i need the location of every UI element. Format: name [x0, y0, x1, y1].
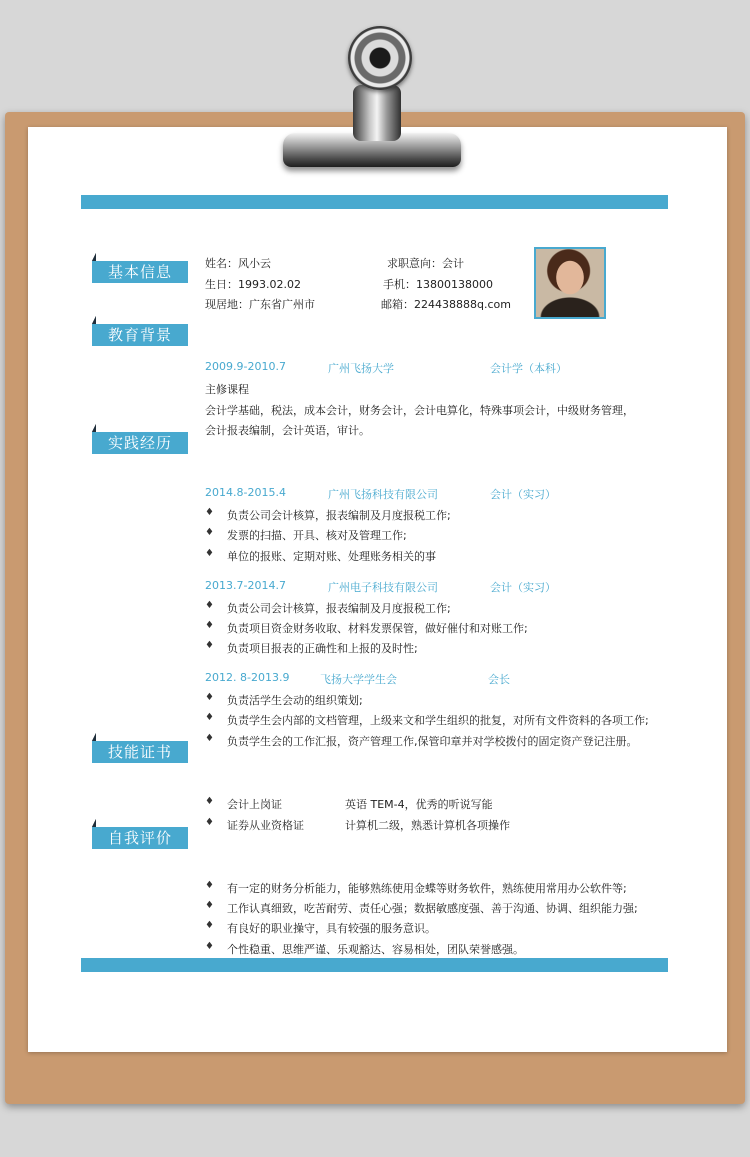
practice-role: 会长 [488, 673, 510, 686]
list-item: ♦ 个性稳重、思维严谨、乐观豁达、容易相处，团队荣誉感强。 [227, 941, 524, 957]
list-item: ♦ 负责项目资金财务收取、材料发票保管，做好催付和对账工作; [227, 620, 528, 636]
intent-text: 求职意向：会计 [387, 257, 464, 270]
phone-text: 手机：13800138000 [383, 278, 493, 291]
practice-org: 广州电子科技有限公司 [328, 581, 438, 594]
top-accent-bar [81, 195, 668, 209]
practice-period: 2014.8-2015.4 [205, 486, 286, 499]
education-period: 2009.9-2010.7 [205, 360, 286, 373]
skill-desc: 计算机二级，熟悉计算机各项操作 [345, 819, 510, 832]
list-item: ♦ 负责活学生会动的组织策划; [227, 692, 363, 708]
list-item: ♦ 有良好的职业操守，具有较强的服务意识。 [227, 920, 436, 936]
section-heading-education: 教育背景 [92, 324, 188, 346]
education-major: 会计学（本科） [490, 362, 567, 375]
binder-clip-ring-icon [348, 26, 412, 90]
skill-desc: 英语 TEM-4，优秀的听说写能 [345, 798, 493, 811]
list-item: ♦ 发票的扫描、开具、核对及管理工作; [227, 527, 407, 543]
birth-text: 生日：1993.02.02 [205, 278, 301, 291]
section-heading-basic: 基本信息 [92, 261, 188, 283]
list-item: ♦ 负责公司会计核算，报表编制及月度报税工作; [227, 507, 451, 523]
list-item: ♦ 负责学生会的工作汇报，资产管理工作,保管印章并对学校拨付的固定资产登记注册。 [227, 733, 638, 749]
section-heading-evaluation: 自我评价 [92, 827, 188, 849]
list-item: ♦ 有一定的财务分析能力，能够熟练使用金蝶等财务软件，熟练使用常用办公软件等; [227, 880, 627, 896]
practice-role: 会计（实习） [490, 488, 556, 501]
practice-role: 会计（实习） [490, 581, 556, 594]
courses-line: 会计学基础，税法，成本会计，财务会计，会计电算化，特殊事项会计，中级财务管理， [205, 404, 634, 417]
email-text: 邮箱：224438888q.com [381, 298, 511, 311]
binder-clip-neck [353, 85, 401, 141]
section-heading-practice: 实践经历 [92, 432, 188, 454]
practice-org: 飞扬大学学生会 [320, 673, 397, 686]
practice-period: 2013.7-2014.7 [205, 579, 286, 592]
list-item: ♦ 工作认真细致，吃苦耐劳、责任心强；数据敏感度强、善于沟通、协调、组织能力强; [227, 900, 638, 916]
list-item: ♦ 负责公司会计核算，报表编制及月度报税工作; [227, 600, 451, 616]
list-item: ♦ 负责项目报表的正确性和上报的及时性; [227, 640, 418, 656]
courses-line: 会计报表编制，会计英语，审计。 [205, 424, 370, 437]
profile-photo [534, 247, 606, 319]
location-text: 现居地：广东省广州市 [205, 298, 315, 311]
courses-title: 主修课程 [205, 383, 249, 396]
list-item: ♦ 负责学生会内部的文档管理，上级来文和学生组织的批复，对所有文件资料的各项工作; [227, 712, 649, 728]
practice-period: 2012. 8-2013.9 [205, 671, 290, 684]
skill-name: ♦ 证券从业资格证 [227, 817, 304, 833]
section-heading-skills: 技能证书 [92, 741, 188, 763]
education-school: 广州飞扬大学 [328, 362, 394, 375]
list-item: ♦ 单位的报账、定期对账、处理账务相关的事 [227, 548, 436, 564]
bottom-accent-bar [81, 958, 668, 972]
practice-org: 广州飞扬科技有限公司 [328, 488, 438, 501]
name-text: 姓名：风小云 [205, 257, 271, 270]
skill-name: ♦ 会计上岗证 [227, 796, 282, 812]
